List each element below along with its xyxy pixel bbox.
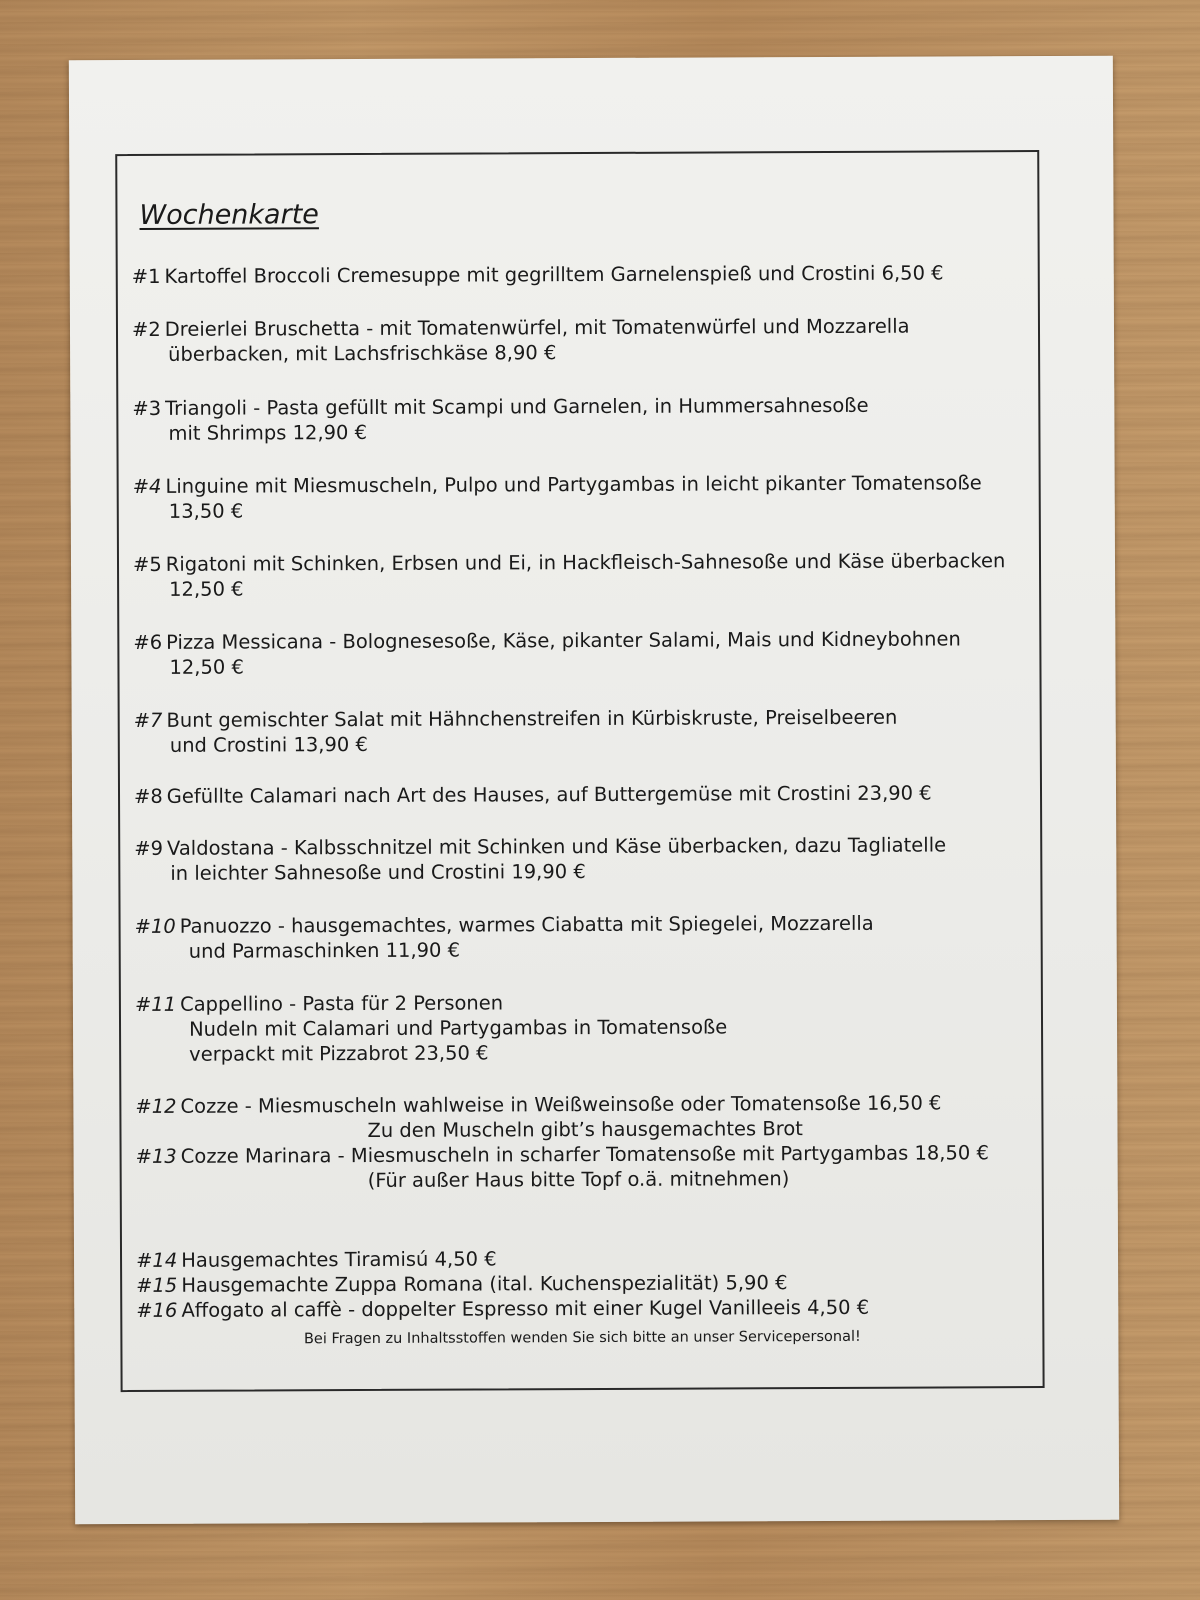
- menu-item-16: [136, 1295, 869, 1323]
- item-number: #7: [133, 708, 163, 733]
- item-text: Affogato al caffè - doppelter Espresso mit einer Kugel Vanilleeis 4,50 €: [181, 1295, 870, 1322]
- item-text: Valdostana - Kalbsschnitzel mit Schinken und Käse überbacken, dazu Tagliatelle: [166, 833, 947, 860]
- menu-title: Wochenkarte: [139, 199, 319, 231]
- item-number: #4: [132, 474, 162, 499]
- item-number: #12: [135, 1094, 177, 1119]
- menu-item-6: [133, 626, 961, 680]
- item-text-line2: 12,50 €: [169, 577, 244, 601]
- item-number: #1: [131, 264, 161, 289]
- item-text-line2: und Parmaschinken 11,90 €: [188, 938, 461, 963]
- menu-item-9: [134, 832, 946, 886]
- item-number: #8: [133, 784, 163, 809]
- item-number: #9: [134, 836, 164, 861]
- menu-item-7: [134, 705, 898, 758]
- menu-item-8: [134, 781, 932, 809]
- item-text: Dreierlei Bruschetta - mit Tomatenwürfel, mit Tomatenwürfel und Mozzarella: [164, 314, 910, 341]
- item-note: (Für außer Haus bitte Topf o.ä. mitnehmen): [367, 1167, 790, 1192]
- item-text-line3: verpackt mit Pizzabrot 23,50 €: [189, 1041, 489, 1066]
- item-text: Hausgemachte Zuppa Romana (ital. Kuchenspezialität) 5,90 €: [181, 1271, 788, 1297]
- item-text-line2: in leichter Sahnesoße und Crostini 19,90 €: [170, 860, 586, 885]
- item-text: Kartoffel Broccoli Cremesuppe mit gegrilltem Garnelenspieß und Crostini 6,50 €: [164, 261, 944, 288]
- item-text: Panuozzo - hausgemachtes, warmes Ciabatta mit Spiegelei, Mozzarella: [179, 911, 874, 938]
- item-number: #11: [134, 992, 177, 1017]
- menu-item-13: [136, 1140, 990, 1194]
- item-text: Pizza Messicana - Bolognesesoße, Käse, pikanter Salami, Mais und Kidneybohnen: [166, 627, 961, 654]
- item-text: Linguine mit Miesmuscheln, Pulpo und Partygambas in leicht pikanter Tomatensoße: [165, 471, 982, 498]
- item-number: #2: [131, 317, 161, 342]
- menu-paper: [69, 56, 1119, 1525]
- item-note: Zu den Muscheln gibt’s hausgemachtes Brot: [367, 1117, 803, 1142]
- item-text: Cozze - Miesmuscheln wahlweise in Weißweinsoße oder Tomatensoße 16,50 €: [180, 1091, 942, 1118]
- item-text-line2: und Crostini 13,90 €: [169, 732, 368, 757]
- menu-item-14: [136, 1246, 497, 1273]
- item-number: #16: [136, 1298, 178, 1323]
- item-number: #15: [136, 1273, 178, 1298]
- item-number: #13: [135, 1144, 177, 1169]
- item-text: Cozze Marinara - Miesmuscheln in scharfer Tomatensoße mit Partygambas 18,50 €: [180, 1141, 989, 1168]
- menu-item-10: [135, 911, 874, 964]
- menu-item-2: [132, 314, 910, 367]
- item-text-line2: mit Shrimps 12,90 €: [168, 420, 368, 445]
- item-text: Triangoli - Pasta gefüllt mit Scampi und Garnelen, in Hummersahnesoße: [165, 393, 869, 420]
- item-text-line2: 12,50 €: [169, 655, 244, 679]
- item-number: #3: [132, 396, 162, 421]
- item-text: Cappellino - Pasta für 2 Personen: [180, 991, 504, 1016]
- item-number: #14: [135, 1248, 178, 1273]
- item-text: Bunt gemischter Salat mit Hähnchenstreifen in Kürbiskruste, Preiselbeeren: [166, 705, 898, 732]
- allergen-notice: Bei Fragen zu Inhaltsstoffen wenden Sie sich bitte an unser Servicepersonal!: [303, 1328, 861, 1348]
- item-text-line2: überbacken, mit Lachsfrischkäse 8,90 €: [168, 341, 557, 366]
- menu-item-11: [135, 989, 728, 1067]
- item-number: #6: [133, 630, 163, 655]
- menu-item-4: [133, 470, 982, 524]
- item-text: Rigatoni mit Schinken, Erbsen und Ei, in Hackfleisch-Sahnesoße und Käse überbacken: [165, 549, 1006, 576]
- item-text-line2: 13,50 €: [168, 499, 244, 523]
- menu-content: [117, 152, 1042, 1390]
- item-number: #10: [134, 914, 176, 939]
- item-text: Gefüllte Calamari nach Art des Hauses, auf Buttergemüse mit Crostini 23,90 €: [166, 781, 932, 808]
- menu-item-3: [132, 393, 868, 446]
- menu-item-12: [135, 1090, 941, 1144]
- menu-item-5: [133, 548, 1005, 602]
- menu-item-1: [132, 260, 944, 289]
- menu-frame: [115, 150, 1044, 1392]
- item-text: Hausgemachtes Tiramisú 4,50 €: [181, 1247, 497, 1272]
- menu-item-15: [136, 1270, 787, 1298]
- item-text-line2: Nudeln mit Calamari und Partygambas in Tomatensoße: [188, 1015, 728, 1041]
- item-number: #5: [132, 552, 162, 577]
